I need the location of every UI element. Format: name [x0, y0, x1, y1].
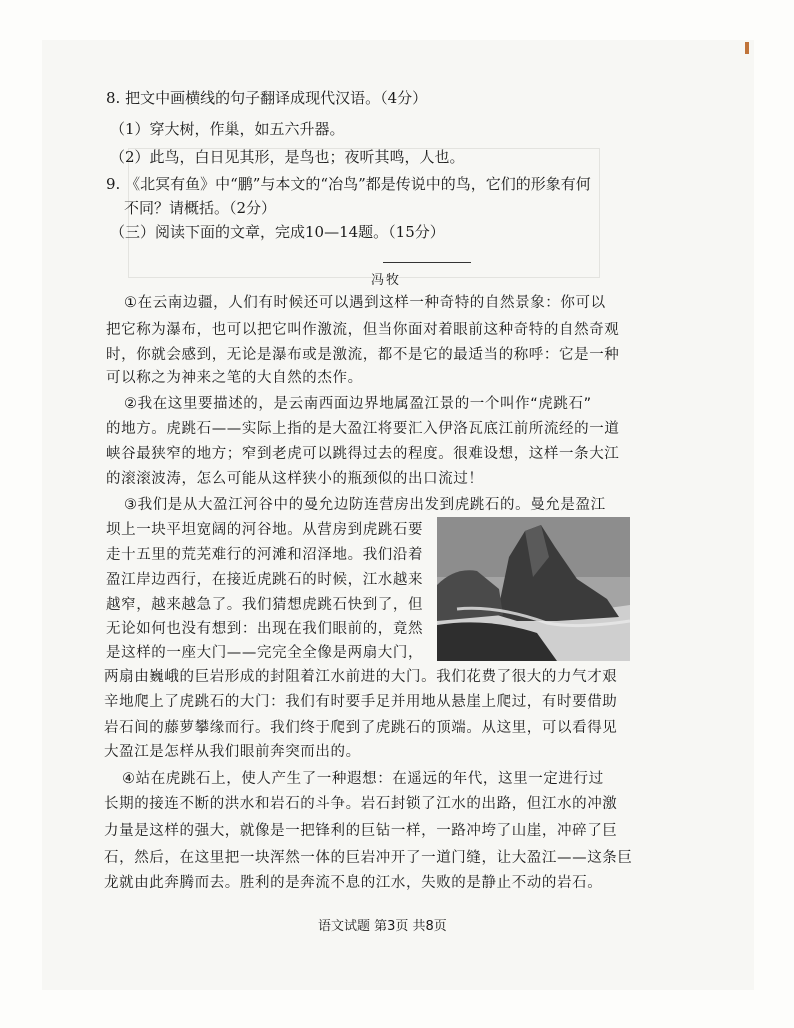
p1-line: 把它称为瀑布，也可以把它叫作激流，但当你面对着眼前这种奇特的自然奇观: [106, 322, 620, 338]
article-author: 冯牧: [371, 273, 402, 288]
p3-line: 是这样的一座大门——完完全全像是两扇大门，: [106, 645, 424, 661]
p2-line: 的滚滚波涛，怎么可能从这样狭小的瓶颈似的出口流过！: [106, 471, 484, 487]
p2-line: ②我在这里要描述的，是云南西面边界地属盈江景的一个叫作“虎跳石”: [124, 396, 592, 412]
p3-line: 坝上一块平坦宽阔的河谷地。从营房到虎跳石要: [106, 522, 424, 538]
question-8: 8. 把文中画横线的句子翻译成现代汉语。（4分）: [106, 89, 428, 107]
river-rock-photo: [437, 517, 630, 661]
p3-line: 越窄，越来越急了。我们猜想虎跳石快到了，但: [106, 597, 424, 613]
p3-line: ③我们是从大盈江河谷中的曼允边防连营房出发到虎跳石的。曼允是盈江: [124, 497, 606, 513]
p3-line: 辛地爬上了虎跳石的大门：我们有时要手足并用地从悬崖上爬过，有时要借助: [104, 694, 618, 710]
question-8-part-1: （1）穿大树，作巢，如五六升器。: [110, 120, 345, 138]
p3-line: 大盈江是怎样从我们眼前奔突而出的。: [104, 744, 361, 760]
title-blank: [383, 262, 471, 263]
p4-line: ④站在虎跳石上，使人产生了一种遐想：在遥远的年代，这里一定进行过: [122, 771, 604, 787]
p3-line: 盈江岸边西行，在接近虎跳石的时候，江水越来: [106, 572, 424, 588]
p4-line: 长期的接连不断的洪水和岩石的斗争。岩石封锁了江水的出路，但江水的冲激: [104, 796, 618, 812]
p1-line: ①在云南边疆，人们有时候还可以遇到这样一种奇特的自然景象：你可以: [124, 295, 606, 311]
p4-line: 力量是这样的强大，就像是一把锋利的巨钻一样，一路冲垮了山崖，冲碎了巨: [104, 823, 618, 839]
p2-line: 峡谷最狭窄的地方；窄到老虎可以跳得过去的程度。很难设想，这样一条大江: [106, 446, 620, 462]
rock-illustration: [437, 517, 630, 661]
p4-line: 石，然后，在这里把一块浑然一体的巨岩冲开了一道门缝，让大盈江——这条巨: [104, 850, 633, 866]
question-9-line-1: 9. 《北冥有鱼》中“鹏”与本文的“冶鸟”都是传说中的鸟，它们的形象有何: [106, 175, 591, 193]
p1-line: 时，你就会感到，无论是瀑布或是激流，都不是它的最适当的称呼：它是一种: [106, 347, 620, 363]
p1-line: 可以称之为神来之笔的大自然的杰作。: [106, 370, 363, 386]
p2-line: 的地方。虎跳石——实际上指的是大盈江将要汇入伊洛瓦底江前所流经的一道: [106, 421, 620, 437]
question-9-line-2: 不同？请概括。（2分）: [124, 199, 277, 217]
question-8-part-2: （2）此鸟，白日见其形，是鸟也；夜听其鸣，人也。: [110, 148, 465, 166]
page-edge-mark: [745, 42, 749, 54]
section-3-heading: （三）阅读下面的文章，完成10—14题。（15分）: [110, 223, 445, 241]
p4-line: 龙就由此奔腾而去。胜利的是奔流不息的江水，失败的是静止不动的岩石。: [104, 875, 603, 891]
page-footer: 语文试题 第3页 共8页: [318, 919, 447, 934]
p3-line: 岩石间的藤萝攀缘而行。我们终于爬到了虎跳石的顶端。从这里，可以看得见: [104, 720, 618, 736]
p3-line: 走十五里的荒芜难行的河滩和沼泽地。我们沿着: [106, 547, 424, 563]
p3-line: 无论如何也没有想到：出现在我们眼前的，竟然: [106, 621, 424, 637]
p3-line: 两扇由巍峨的巨岩形成的封阻着江水前进的大门。我们花费了很大的力气才艰: [104, 669, 618, 685]
